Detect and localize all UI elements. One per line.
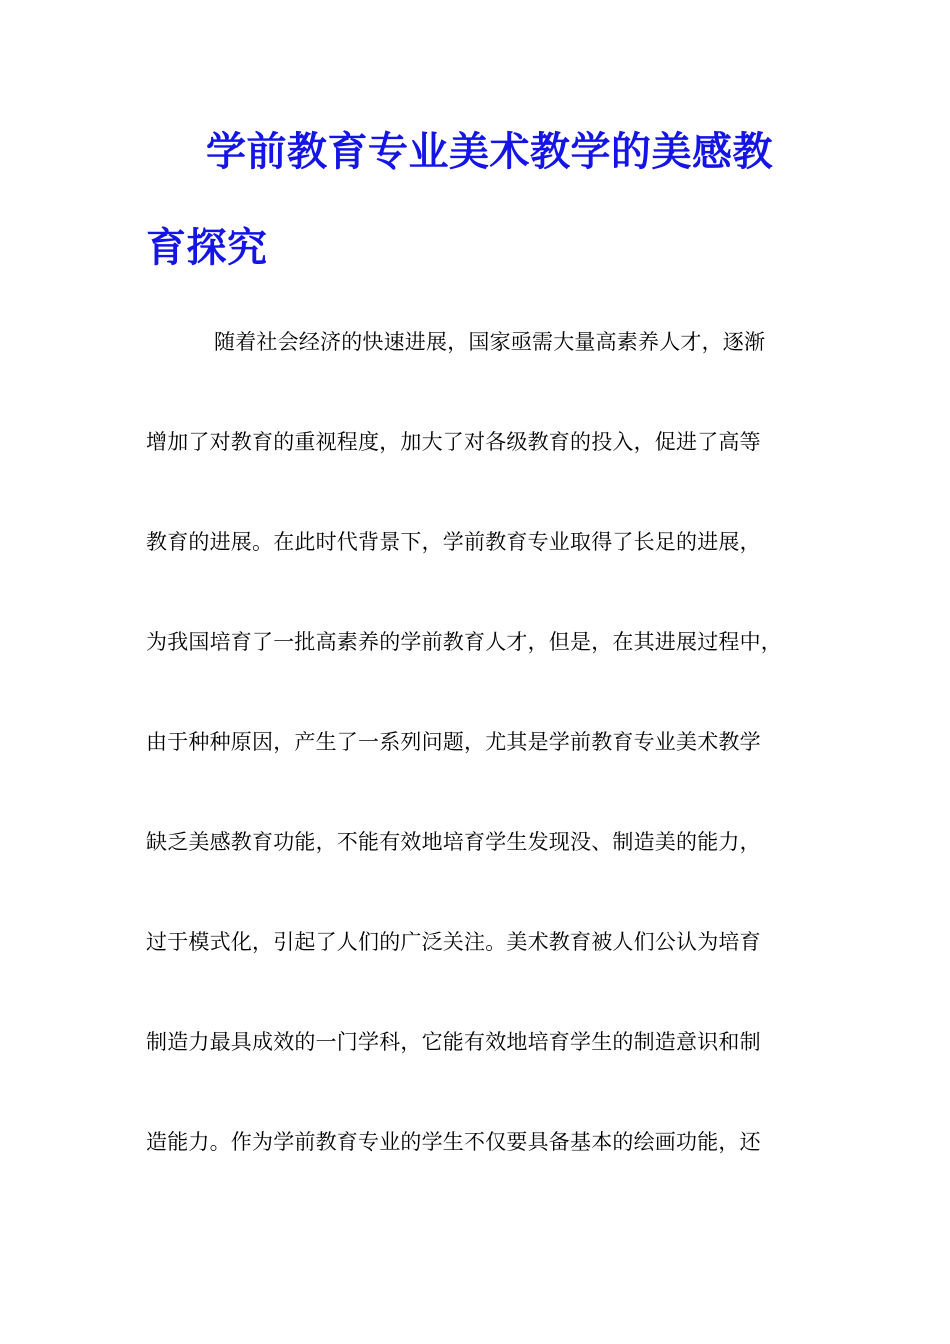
body-line-2: 增加了对教育的重视程度，加大了对各级教育的投入，促进了高等 [146, 430, 761, 454]
body-line-3: 教育的进展。在此时代背景下，学前教育专业取得了长足的进展， [146, 530, 761, 554]
body-line-4: 为我国培育了一批高素养的学前教育人才，但是，在其进展过程中， [146, 630, 782, 654]
body-line-5: 由于种种原因，产生了一系列问题，尤其是学前教育专业美术教学 [146, 730, 761, 754]
body-line-9: 造能力。作为学前教育专业的学生不仅要具备基本的绘画功能，还 [146, 1130, 761, 1154]
body-line-7: 过于模式化，引起了人们的广泛关注。美术教育被人们公认为培育 [146, 930, 761, 954]
title-line-1: 学前教育专业美术教学的美感教 [206, 129, 773, 175]
body-line-6: 缺乏美感教育功能，不能有效地培育学生发现没、制造美的能力， [146, 830, 761, 854]
body-line-8: 制造力最具成效的一门学科，它能有效地培育学生的制造意识和制 [146, 1030, 761, 1054]
body-line-1: 随着社会经济的快速进展，国家亟需大量高素养人才，逐渐 [214, 330, 766, 354]
title-line-2: 育探究 [146, 225, 268, 271]
